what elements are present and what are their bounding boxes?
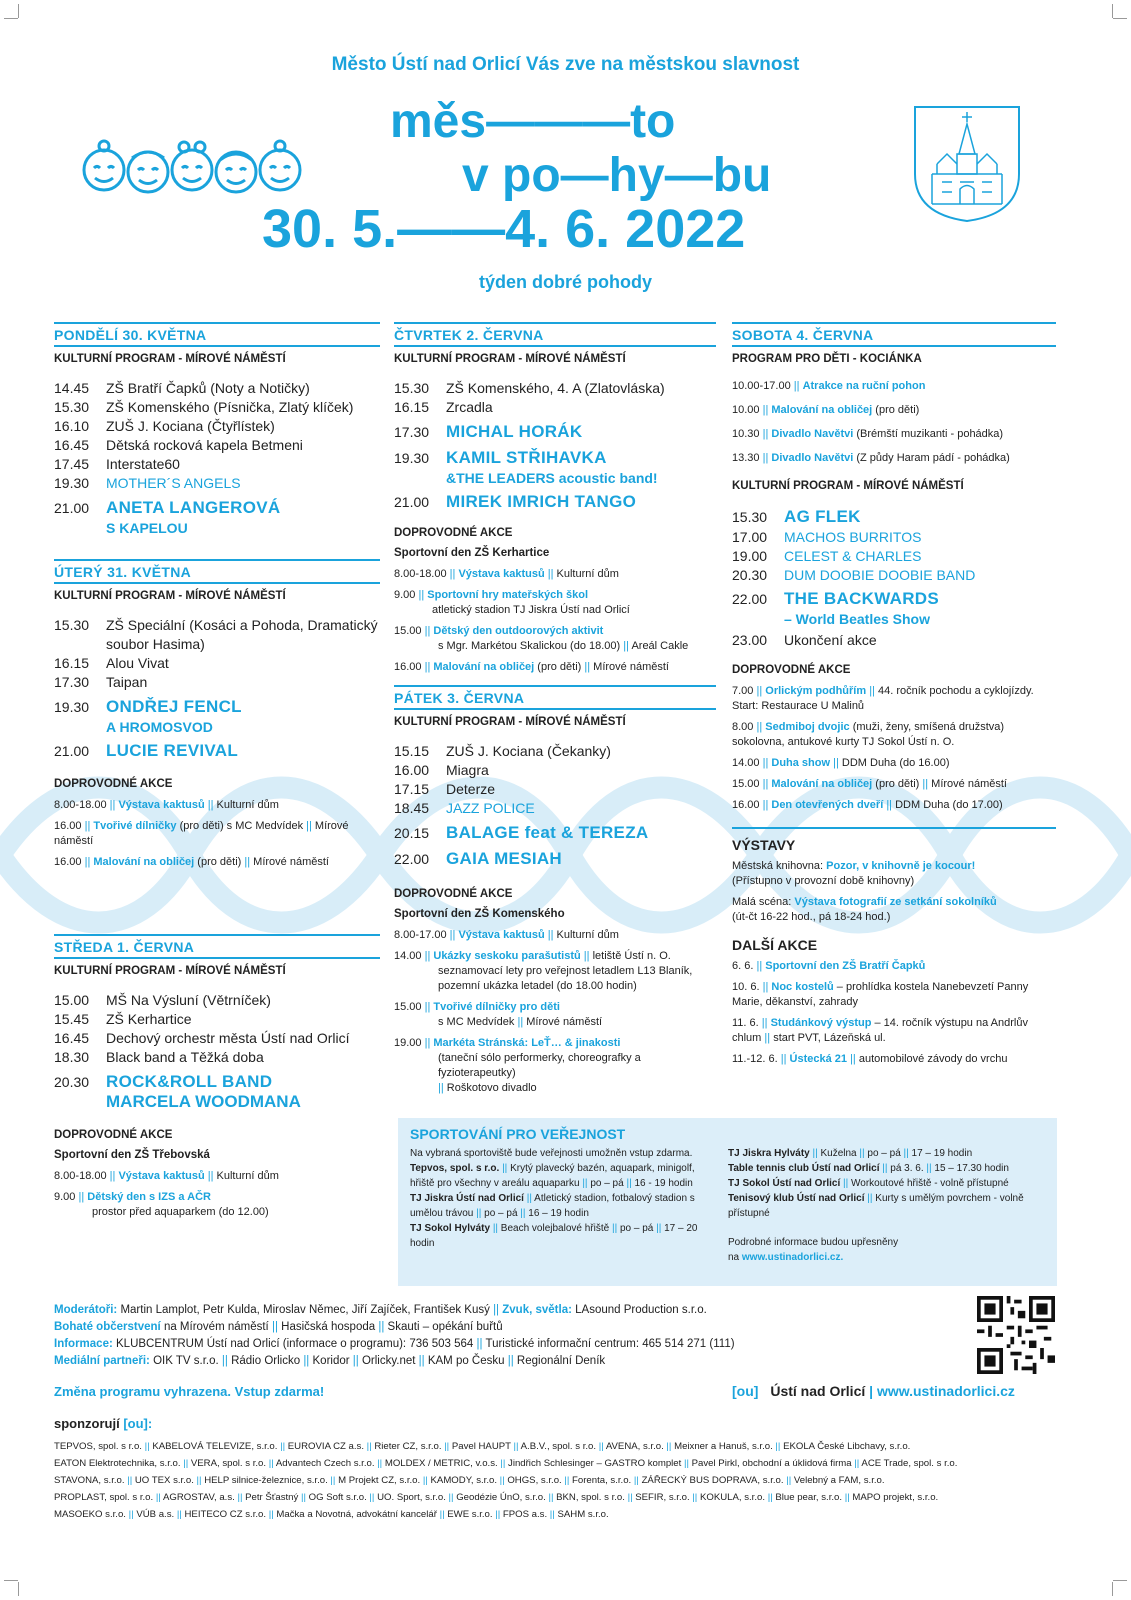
program-row: 17.45 Interstate60	[54, 456, 180, 472]
accompanying-heading: DOPROVODNÉ AKCE	[54, 778, 173, 790]
crop-mark	[4, 1580, 18, 1581]
sponsor-name: KOKULA, s.r.o.	[699, 1492, 766, 1503]
sponsor-name: OG Soft s.r.o.	[308, 1492, 367, 1503]
program-subheading: KULTURNÍ PROGRAM - MÍROVÉ NÁMĚSTÍ	[54, 590, 286, 602]
other-events-heading: DALŠÍ AKCE	[732, 937, 818, 953]
program-row: 16.45 Dechový orchestr města Ústí nad Orlicí	[54, 1030, 350, 1046]
sponsor-name: EUROVIA CZ a.s.	[287, 1441, 365, 1452]
headliner-row: 21.00 ANETA LANGEROVÁ	[54, 498, 281, 517]
program-subheading: PROGRAM PRO DĚTI - KOCIÁNKA	[732, 353, 922, 365]
accompanying-item: 14.00 || Ukázky seskoku parašutistů || letiště Ústí n. O. seznamovací lety pro veřejnost letadlem L13 Blaník, pozemní ukázka letadel (do 18.00 hodin)	[394, 950, 693, 992]
accompanying-item: 8.00-18.00 || Výstava kaktusů || Kulturní dům	[394, 568, 619, 580]
column-thursday-friday	[394, 322, 716, 1102]
other-event-item: 10. 6. || Noc kostelů – prohlídka kostela Nanebevzetí Panny Marie, děkanství, zahrady	[732, 981, 1029, 1008]
sponsor-name: Jindřich Schlesinger – GASTRO komplet	[508, 1458, 682, 1469]
sponsor-name: Mačka a Novotná, advokátní kancelář	[276, 1509, 437, 1520]
program-row: 15.30 ZŠ Komenského, 4. A (Zlatovláska)	[394, 380, 665, 396]
sponsor-name: MASOEKO s.r.o.	[54, 1509, 126, 1520]
accompanying-item: 14.00 || Duha show || DDM Duha (do 16.00)	[732, 757, 950, 769]
sponsor-name: UO. Sport, s.r.o.	[377, 1492, 446, 1503]
headliner-row: 19.30 KAMIL STŘIHAVKA	[394, 448, 607, 467]
program-row: 16.45 Dětská rocková kapela Betmeni	[54, 437, 303, 453]
headliner-row: 22.00 GAIA MESIAH	[394, 849, 563, 868]
accompanying-item: 8.00 || Sedmiboj dvojic (muži, ženy, smíšená družstva) sokolovna, antukové kurty TJ Sokol Ústí n. O.	[732, 721, 1005, 748]
accompanying-heading: DOPROVODNÉ AKCE	[394, 888, 513, 900]
headliner-row: 20.30 ROCK&ROLL BAND	[54, 1072, 273, 1091]
sponsor-name: BKN, spol. s r.o.	[556, 1492, 625, 1503]
sponsor-name: VERA, spol. s r.o.	[190, 1458, 267, 1469]
sponsor-name: VÚB a.s.	[136, 1509, 175, 1520]
sponsor-row: EATON Elektrotechnika, s.r.o. || VERA, spol. s r.o. || Advantech Czech s.r.o. || MOLDEX / METRIC, v.o.s. || Jindřich Schlesinger – GASTRO komplet || Pavel Pirkl, obchodní a úklidová firma || ACE Trade, spol. s r.o.	[54, 1458, 958, 1469]
sponsor-name: SEFIR, s.r.o.	[635, 1492, 690, 1503]
accompanying-heading: DOPROVODNÉ AKCE	[54, 1129, 173, 1141]
crop-mark	[1112, 1582, 1113, 1596]
headliner-subline: S KAPELOU	[106, 520, 188, 536]
sponsor-name: KAMODY, s.r.o.	[430, 1475, 497, 1486]
headliner-row: 21.00 LUCIE REVIVAL	[54, 741, 239, 760]
crop-mark	[1113, 18, 1127, 19]
sponsor-name: Pavel Pirkl, obchodní a úklidová firma	[691, 1458, 852, 1469]
accompanying-item: 19.00 || Markéta Stránská: LeŤ… & jinakosti (taneční sólo performerky, choreografky a fyzioterapeutky) || Roškotovo divadlo	[394, 1037, 641, 1094]
day-heading-monday: PONDĚLÍ 30. KVĚTNA	[54, 322, 380, 347]
other-event-item: 6. 6. || Sportovní den ZŠ Bratří Čapků	[732, 960, 926, 972]
program-row: 17.15 Deterze	[394, 781, 496, 797]
headliner-subline: MARCELA WOODMANA	[106, 1092, 301, 1111]
accompanying-item: 9.00 || Sportovní hry mateřských škol atletický stadion TJ Jiskra Ústí nad Orlicí	[394, 589, 630, 616]
program-subheading: KULTURNÍ PROGRAM - MÍROVÉ NÁMĚSTÍ	[394, 716, 626, 728]
day-heading-tuesday: ÚTERÝ 31. KVĚTNA	[54, 559, 380, 584]
town-crest-icon	[912, 104, 1022, 224]
accompanying-item: 15.00 || Tvořivé dílničky pro děti s MC Medvídek || Mírové náměstí	[394, 1001, 603, 1028]
day-heading-friday: PÁTEK 3. ČERVNA	[394, 685, 716, 710]
day-heading-saturday: SOBOTA 4. ČERVNA	[732, 322, 1056, 347]
accompanying-item: 15.00 || Dětský den outdoorových aktivit s Mgr. Markétou Skalickou (do 18.00) || Areál Cakle	[394, 625, 689, 652]
exhibitions-heading: VÝSTAVY	[732, 827, 1056, 853]
town-logo: [ou]	[732, 1383, 759, 1399]
website-link[interactable]: www.ustinadorlici.cz.	[741, 1252, 844, 1263]
sponsor-name: KABELOVÁ TELEVIZE, s.r.o.	[152, 1441, 278, 1452]
sponsor-name: Meixner a Hanuš, s.r.o.	[674, 1441, 773, 1452]
sponsor-name: EWE s.r.o.	[447, 1509, 493, 1520]
accompanying-heading: DOPROVODNÉ AKCE	[732, 664, 851, 676]
program-subheading: KULTURNÍ PROGRAM - MÍROVÉ NÁMĚSTÍ	[732, 480, 964, 492]
crop-mark	[18, 1582, 19, 1596]
headliner-subline: A HROMOSVOD	[106, 719, 213, 735]
sponsor-row: MASOEKO s.r.o. || VÚB a.s. || HEITECO CZ s.r.o. || Mačka a Novotná, advokátní kancelář || EWE s.r.o. || FPOS a.s. || SAHM s.r.o.	[54, 1509, 609, 1520]
program-row: 19.30 MOTHER´S ANGELS	[54, 475, 241, 491]
sponsor-name: ZÁŘECKÝ BUS DOPRAVA, s.r.o.	[641, 1475, 784, 1486]
sponsor-name: Blue pear, s.r.o.	[775, 1492, 843, 1503]
accompanying-item: 7.00 || Orlickým podhůřím || 44. ročník pochodu a cyklojízdy. Start: Restaurace U Malinů	[732, 685, 1034, 712]
program-row: 16.15 Alou Vivat	[54, 655, 169, 671]
public-sports-left: Na vybraná sportoviště bude veřejnosti umožněn vstup zdarma. Tepvos, spol. s r.o. || Krytý plavecký bazén, aquapark, minigolf, hřiště pro všechny v areálu aquaparku || po – pá || 16 - 19 hodin TJ Jiskra Ústí nad Orlicí || Atletický stadion, fotbalový stadion s umělou trávou || po – pá || 16 – 19 hodin TJ Sokol Hylváty || Beach volejbalové hřiště || po – pá || 17 – 20 hodin	[410, 1148, 698, 1249]
headliner-row: 19.30 ONDŘEJ FENCL	[54, 697, 242, 716]
program-row: 15.30 ZŠ Speciální (Kosáci a Pohoda, Dramatický soubor Hasima)	[54, 617, 378, 652]
program-row: 17.00 MACHOS BURRITOS	[732, 529, 922, 545]
sponsor-name: Advantech Czech s.r.o.	[275, 1458, 375, 1469]
day-heading-wednesday: STŘEDA 1. ČERVNA	[54, 934, 380, 959]
headliner-subline: &THE LEADERS acoustic band!	[446, 470, 658, 486]
accompanying-item: 16.00 || Malování na obličej (pro děti) || Mírové náměstí	[394, 661, 669, 673]
sponsors-heading: sponzorují [ou]:	[54, 1416, 153, 1431]
sponsor-name: FPOS a.s.	[502, 1509, 548, 1520]
crop-mark	[1113, 1580, 1127, 1581]
accompanying-item: 9.00 || Dětský den s IZS a AČR prostor před aquaparkem (do 12.00)	[54, 1191, 269, 1218]
qr-code-icon	[977, 1296, 1055, 1374]
sponsor-name: M Projekt CZ, s.r.o.	[338, 1475, 421, 1486]
sponsor-name: TEPVOS, spol. s r.o.	[54, 1441, 142, 1452]
sponsor-name: EKOLA České Libchavy, s.r.o.	[783, 1441, 911, 1452]
sponsor-name: Petr Šťastný	[245, 1492, 299, 1503]
program-row: 15.30 ZŠ Komenského (Písnička, Zlatý klíček)	[54, 399, 354, 415]
sponsor-row: STAVONA, s.r.o. || UO TEX s.r.o. || HELP silnice-železnice, s.r.o. || M Projekt CZ, s.r.o. || KAMODY, s.r.o. || OHGS, s.r.o. || Forenta, s.r.o. || ZÁŘECKÝ BUS DOPRAVA, s.r.o. || Velebný a FAM, s.r.o.	[54, 1475, 885, 1486]
accompanying-item: 15.00 || Malování na obličej (pro děti) || Mírové náměstí	[732, 778, 1007, 790]
sponsor-name: HELP silnice-železnice, s.r.o.	[204, 1475, 328, 1486]
kids-item: 10.00-17.00 || Atrakce na ruční pohon	[732, 380, 926, 392]
headliner-row: 21.00 MIREK IMRICH TANGO	[394, 492, 637, 511]
tagline: týden dobré pohody	[479, 272, 652, 292]
program-row: 18.30 Black band a Těžká doba	[54, 1049, 264, 1065]
kids-item: 10.00 || Malování na obličej (pro děti)	[732, 404, 920, 416]
day-heading-thursday: ČTVRTEK 2. ČERVNA	[394, 322, 716, 347]
accompanying-item: 8.00-17.00 || Výstava kaktusů || Kulturní dům	[394, 929, 619, 941]
sponsor-name: Pavel HAUPT	[451, 1441, 511, 1452]
program-row: 15.15 ZUŠ J. Kociana (Čekanky)	[394, 743, 611, 759]
public-sports-right: TJ Jiskra Hylváty || Kuželna || po – pá || 17 – 19 hodin Table tennis club Ústí nad Orlicí || pá 3. 6. || 15 – 17.30 hodin TJ Sokol Ústí nad Orlicí || Workoutové hřiště - volně přístupné Tenisový klub Ústí nad Orlicí || Kurty s umělým povrchem - volně přístupné Podrobné informace budou upřesněny na www.ustinadorlici.cz.	[728, 1148, 1024, 1263]
program-subheading: KULTURNÍ PROGRAM - MÍROVÉ NÁMĚSTÍ	[54, 353, 286, 365]
sponsors-list	[54, 1438, 1074, 1523]
sponsor-name: Rieter CZ, s.r.o.	[374, 1441, 442, 1452]
headliner-row: 22.00 THE BACKWARDS	[732, 589, 940, 608]
crop-mark	[18, 4, 19, 18]
exhibition-item: Městská knihovna: Pozor, v knihovně je kocour! (Přístupno v provozní době knihovny)	[732, 860, 976, 887]
headliner-row: 15.30 AG FLEK	[732, 507, 861, 526]
accompanying-item: 16.00 || Tvořivé dílničky (pro děti) s MC Medvídek || Mírové náměstí	[54, 820, 349, 847]
disclaimer: Změna programu vyhrazena. Vstup zdarma!	[54, 1384, 325, 1399]
crop-mark	[4, 18, 18, 19]
accompanying-subheading: Sportovní den ZŠ Komenského	[394, 908, 565, 920]
kids-faces-icon	[80, 138, 305, 198]
column-monday-wednesday	[54, 322, 380, 1226]
sponsor-name: UO TEX s.r.o.	[134, 1475, 194, 1486]
other-event-item: 11. 6. || Studánkový výstup – 14. ročník výstupu na Andrlův chlum || start PVT, Lázeňská ul.	[732, 1017, 1028, 1044]
program-row: 20.30 DUM DOOBIE DOOBIE BAND	[732, 567, 976, 583]
program-row: 14.45 ZŠ Bratří Čapků (Noty a Notičky)	[54, 380, 310, 396]
program-row: 16.10 ZUŠ J. Kociana (Čtyřlístek)	[54, 418, 275, 434]
program-row: 23.00 Ukončení akce	[732, 632, 877, 648]
other-event-item: 11.-12. 6. || Ústecká 21 || automobilové závody do vrchu	[732, 1053, 1008, 1065]
accompanying-heading: DOPROVODNÉ AKCE	[394, 527, 513, 539]
title-line-1: měs———to	[390, 95, 676, 148]
kids-item: 10.30 || Divadlo Navětvi (Brémští muzikanti - pohádka)	[732, 428, 1004, 440]
sponsor-name: EATON Elektrotechnika, s.r.o.	[54, 1458, 181, 1469]
sponsor-name: MOLDEX / METRIC, v.o.s.	[384, 1458, 498, 1469]
town-brand: [ou] Ústí nad Orlicí | www.ustinadorlici.cz	[732, 1383, 1015, 1399]
accompanying-item: 16.00 || Den otevřených dveří || DDM Duha (do 17.00)	[732, 799, 1003, 811]
sponsor-row: TEPVOS, spol. s r.o. || KABELOVÁ TELEVIZE, s.r.o. || EUROVIA CZ a.s. || Rieter CZ, s.r.o. || Pavel HAUPT || A.B.V., spol. s r.o. || AVENA, s.r.o. || Meixner a Hanuš, s.r.o. || EKOLA České Libchavy, s.r.o.	[54, 1441, 911, 1452]
sponsor-name: Forenta, s.r.o.	[572, 1475, 632, 1486]
program-row: 17.30 Taipan	[54, 674, 148, 690]
exhibition-item: Malá scéna: Výstava fotografií ze setkání sokolníků (út-čt 16-22 hod., pá 18-24 hod.)	[732, 896, 997, 923]
sponsor-name: SAHM s.r.o.	[557, 1509, 609, 1520]
public-sports-heading: SPORTOVÁNÍ PRO VEŘEJNOST	[410, 1126, 626, 1142]
sponsor-name: Geodézie ÚnO, s.r.o.	[456, 1492, 546, 1503]
headliner-row: 20.15 BALAGE feat & TEREZA	[394, 823, 649, 842]
headliner-row: 17.30 MICHAL HORÁK	[394, 422, 583, 441]
accompanying-subheading: Sportovní den ZŠ Kerhartice	[394, 547, 550, 559]
column-saturday	[732, 322, 1056, 1073]
sponsor-name: A.B.V., spol. s r.o.	[520, 1441, 597, 1452]
program-row: 16.00 Miagra	[394, 762, 489, 778]
accompanying-item: 16.00 || Malování na obličej (pro děti) || Mírové náměstí	[54, 856, 329, 868]
sponsor-name: HEITECO CZ s.r.o.	[184, 1509, 267, 1520]
sponsor-name: ACE Trade, spol. s r.o.	[861, 1458, 958, 1469]
accompanying-subheading: Sportovní den ZŠ Třebovská	[54, 1149, 210, 1161]
program-subheading: KULTURNÍ PROGRAM - MÍROVÉ NÁMĚSTÍ	[394, 353, 626, 365]
crop-mark	[1112, 4, 1113, 18]
intro-text: Město Ústí nad Orlicí Vás zve na městskou slavnost	[331, 54, 800, 75]
sponsor-row: PROPLAST, spol. s r.o. || AGROSTAV, a.s. || Petr Šťastný || OG Soft s.r.o. || UO. Sport, s.r.o. || Geodézie ÚnO, s.r.o. || BKN, spol. s r.o. || SEFIR, s.r.o. || KOKULA, s.r.o. || Blue pear, s.r.o. || MAPO projekt, s.r.o.	[54, 1492, 939, 1503]
title-line-2: v po—hy—bu	[462, 149, 772, 202]
program-row: 15.00 MŠ Na Výsluní (Větrníček)	[54, 992, 271, 1008]
program-row: 18.45 JAZZ POLICE	[394, 800, 535, 816]
sponsor-name: MAPO projekt, s.r.o.	[852, 1492, 939, 1503]
accompanying-item: 8.00-18.00 || Výstava kaktusů || Kulturní dům	[54, 799, 279, 811]
sponsor-name: AVENA, s.r.o.	[605, 1441, 664, 1452]
sponsor-name: STAVONA, s.r.o.	[54, 1475, 125, 1486]
kids-item: 13.30 || Divadlo Navětvi (Z půdy Haram pádí - pohádka)	[732, 452, 1010, 464]
program-row: 19.00 CELEST & CHARLES	[732, 548, 922, 564]
public-sports-box	[398, 1118, 1057, 1286]
event-dates: 30. 5.——4. 6. 2022	[262, 199, 746, 259]
sponsor-name: AGROSTAV, a.s.	[162, 1492, 235, 1503]
program-row: 15.45 ZŠ Kerhartice	[54, 1011, 192, 1027]
town-name: Ústí nad Orlicí	[770, 1383, 866, 1399]
credits: Moderátoři: Martin Lamplot, Petr Kulda, Miroslav Němec, Jiří Zajíček, František Kusý || Zvuk, světla: LAsound Production s.r.o. Bohaté občerstvení na Mírovém náměstí || Hasičská hospoda || Skauti – opékání buřtů Informace: KLUBCENTRUM Ústí nad Orlicí (informace o programu): 736 503 564 || Turistické informační centrum: 465 514 271 (111) Mediální partneři: OIK TV s.r.o. || Rádio Orlicko || Koridor || Orlicky.net || KAM po Česku || Regionální Deník	[54, 1304, 735, 1367]
program-subheading: KULTURNÍ PROGRAM - MÍROVÉ NÁMĚSTÍ	[54, 965, 286, 977]
accompanying-item: 8.00-18.00 || Výstava kaktusů || Kulturní dům	[54, 1170, 279, 1182]
program-row: 16.15 Zrcadla	[394, 399, 493, 415]
sponsor-name: OHGS, s.r.o.	[507, 1475, 562, 1486]
town-website-link[interactable]: www.ustinadorlici.cz	[876, 1383, 1015, 1399]
headliner-subline: – World Beatles Show	[784, 611, 930, 627]
sponsor-name: Velebný a FAM, s.r.o.	[793, 1475, 885, 1486]
sponsor-name: PROPLAST, spol. s r.o.	[54, 1492, 154, 1503]
